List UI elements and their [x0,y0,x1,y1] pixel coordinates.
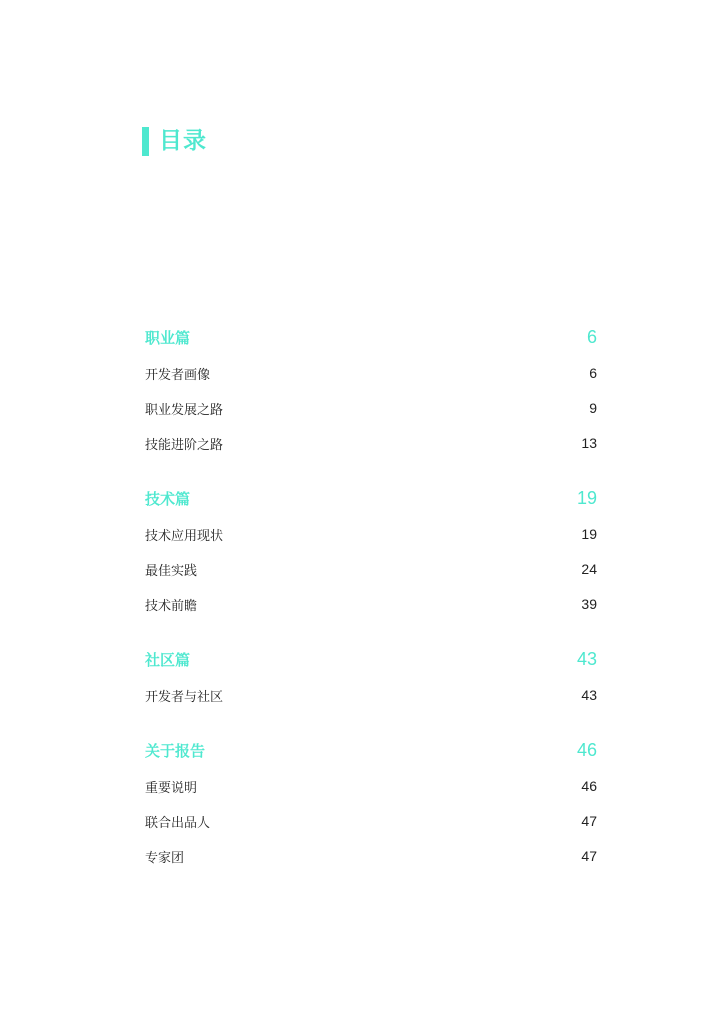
entry-label: 技能进阶之路 [145,437,224,453]
toc-entry[interactable] [145,434,597,452]
entry-label: 重要说明 [145,780,198,796]
section-label: 职业篇 [145,328,191,347]
section-page-number: 6 [586,326,597,347]
entry-page-number: 9 [589,400,597,416]
entry-page-number: 47 [581,848,597,864]
toc-entry[interactable] [145,777,597,795]
section-label: 技术篇 [145,489,191,508]
toc-entry[interactable] [145,525,597,543]
entry-label: 技术应用现状 [145,528,224,544]
section-label: 社区篇 [145,650,191,669]
section-label: 关于报告 [145,741,206,760]
entry-label: 开发者与社区 [145,689,224,705]
toc-section-community[interactable] [145,648,597,670]
entry-label: 技术前瞻 [145,598,198,614]
page-title: 目录 [159,128,207,154]
entry-page-number: 43 [581,687,597,703]
entry-label: 职业发展之路 [145,402,224,418]
toc-section-technology[interactable] [145,487,597,509]
toc-entry[interactable] [145,847,597,865]
toc-entry[interactable] [145,399,597,417]
toc-entry[interactable] [145,595,597,613]
entry-label: 最佳实践 [145,563,198,579]
entry-label: 专家团 [145,850,185,866]
entry-page-number: 46 [581,778,597,794]
title-accent-bar [142,127,149,156]
toc-entry[interactable] [145,686,597,704]
toc-entry[interactable] [145,812,597,830]
entry-page-number: 24 [581,561,597,577]
toc-entry[interactable] [145,364,597,382]
section-page-number: 19 [576,487,597,508]
entry-page-number: 13 [581,435,597,451]
entry-page-number: 39 [581,596,597,612]
toc-entry[interactable] [145,560,597,578]
entry-label: 开发者画像 [145,367,211,383]
entry-page-number: 47 [581,813,597,829]
toc-section-about-report[interactable] [145,739,597,761]
section-page-number: 46 [576,739,597,760]
entry-page-number: 19 [581,526,597,542]
entry-label: 联合出品人 [145,815,211,831]
toc-section-career[interactable] [145,326,597,348]
section-page-number: 43 [576,648,597,669]
entry-page-number: 6 [589,365,597,381]
toc-header [142,126,207,156]
